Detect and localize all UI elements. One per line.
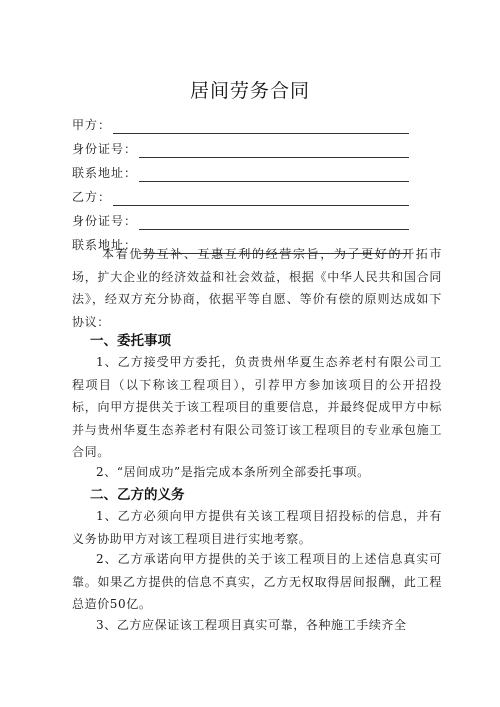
clause-2-1: 1、乙方必须向甲方提供有关该工程项目招投标的信息，并有义务协助甲方对该工程项目进行实地考察。 <box>72 509 442 546</box>
field-label: 身份证号： <box>72 142 138 156</box>
intro-paragraph: 本着优势互补、互惠互利的经营宗旨，为了更好的开拓市场，扩大企业的经济效益和社会效益，根据《中华人民共和国合同法》，经双方充分协商，依据平等自愿、等价有偿的原则达成如下协议： <box>72 247 442 329</box>
section-heading-commission: 一、委托事项 <box>90 333 171 349</box>
party-a-address-blank[interactable] <box>139 169 409 182</box>
field-label: 联系地址： <box>72 166 138 180</box>
section-heading-obligations: 二、乙方的义务 <box>90 487 185 503</box>
party-a-blank[interactable] <box>113 121 409 134</box>
party-b-id-field <box>72 212 409 230</box>
party-a-address-field <box>72 164 409 182</box>
field-label: 乙方： <box>72 190 112 204</box>
party-b-id-blank[interactable] <box>139 217 409 230</box>
clause-1-1: 1、乙方接受甲方委托，负责贵州华夏生态养老村有限公司工程项目（以下称该工程项目），引荐甲方参加该项目的公开招投标，向甲方提供关于该工程项目的重要信息，并最终促成甲方中标并与贵州华夏生态养老村有限公司签订该工程项目的专业承包施工合同。 <box>72 355 442 459</box>
party-a-field <box>72 116 409 134</box>
party-b-blank[interactable] <box>113 193 409 206</box>
field-label: 联系地址： <box>72 238 138 252</box>
field-label: 身份证号： <box>72 214 138 228</box>
party-a-id-blank[interactable] <box>139 145 409 158</box>
clause-1-2: 2、“居间成功”是指完成本条所列全部委托事项。 <box>96 465 370 479</box>
clause-2-3: 3、乙方应保证该工程项目真实可靠，各种施工手续齐全 <box>96 618 407 632</box>
party-a-id-field <box>72 140 409 158</box>
field-label: 甲方： <box>72 118 112 132</box>
document-title: 居间劳务合同 <box>189 80 310 102</box>
clause-2-2: 2、乙方承诺向甲方提供的关于该工程项目的上述信息真实可靠。如果乙方提供的信息不真实，乙方无权取得居间报酬，此工程总造价50亿。 <box>72 552 442 611</box>
party-b-field <box>72 188 409 206</box>
